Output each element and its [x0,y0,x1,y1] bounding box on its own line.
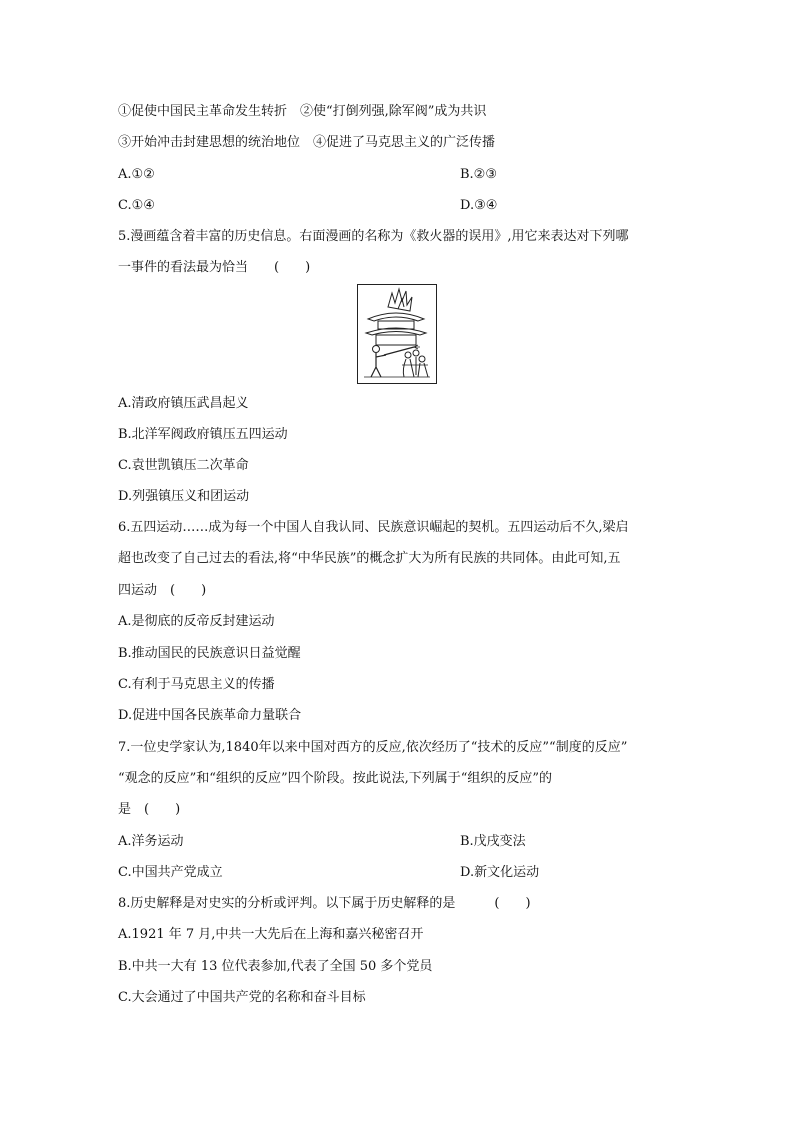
q7-stem-line-3: 是 ( ) [118,802,181,817]
q7-option-c: C.中国共产党成立 [118,865,223,880]
q5-option-b: B.北洋军阀政府镇压五四运动 [118,427,288,442]
q6-option-a: A.是彻底的反帝反封建运动 [118,614,275,629]
q8-stem-line-1: 8.历史解释是对史实的分析或评判。以下属于历史解释的是 ( ) [118,896,531,911]
q5-stem-line-2: 一事件的看法最为恰当 ( ) [118,260,311,275]
q4-option-d: D.③④ [460,198,498,213]
q7-option-a: A.洋务运动 [118,834,184,849]
q7-option-b: B.戊戌变法 [460,834,526,849]
q8-option-c: C.大会通过了中国共产党的名称和奋斗目标 [118,990,366,1005]
q4-option-a: A.①② [118,167,155,182]
q5-option-d: D.列强镇压义和团运动 [118,489,250,504]
q6-option-d: D.促进中国各民族革命力量联合 [118,708,302,723]
q5-stem-line-1: 5.漫画蕴含着丰富的历史信息。右面漫画的名称为《救火器的误用》,用它来表达对下列哪 [118,229,629,244]
q7-option-row-2 [118,864,540,882]
q7-option-row-1 [118,833,526,851]
q5-option-a: A.清政府镇压武昌起义 [118,396,249,411]
q7-option-d: D.新文化运动 [460,865,540,880]
q6-option-c: C.有利于马克思主义的传播 [118,677,275,692]
q6-stem-line-1: 6.五四运动……成为每一个中国人自我认同、民族意识崛起的契机。五四运动后不久,梁启 [118,520,629,535]
q5-option-c: C.袁世凯镇压二次革命 [118,458,249,473]
q4-option-c: C.①④ [118,198,155,213]
q6-option-b: B.推动国民的民族意识日益觉醒 [118,646,301,661]
q4-statement-2: ③开始冲击封建思想的统治地位 ④促进了马克思主义的广泛传播 [118,135,496,150]
q4-option-b: B.②③ [460,167,497,182]
q6-stem-line-2: 超也改变了自己过去的看法,将“中华民族”的概念扩大为所有民族的共同体。由此可知,五 [118,551,621,566]
cartoon-image [357,284,437,384]
q4-option-row-1 [118,166,497,184]
q4-statement-1: ①促使中国民主革命发生转折 ②使“打倒列强,除军阀”成为共识 [118,104,487,119]
q6-stem-line-3: 四运动 ( ) [118,583,207,598]
q7-stem-line-2: “观念的反应”和“组织的反应”四个阶段。按此说法,下列属于“组织的反应”的 [118,771,553,786]
q7-stem-line-1: 7.一位史学家认为,1840年以来中国对西方的反应,依次经历了“技术的反应”“制度的反应” [118,740,628,755]
q8-option-b: B.中共一大有 13 位代表参加,代表了全国 50 多个党员 [118,959,433,974]
q4-option-row-2 [118,197,498,215]
q8-option-a: A.1921 年 7 月,中共一大先后在上海和嘉兴秘密召开 [118,927,424,942]
